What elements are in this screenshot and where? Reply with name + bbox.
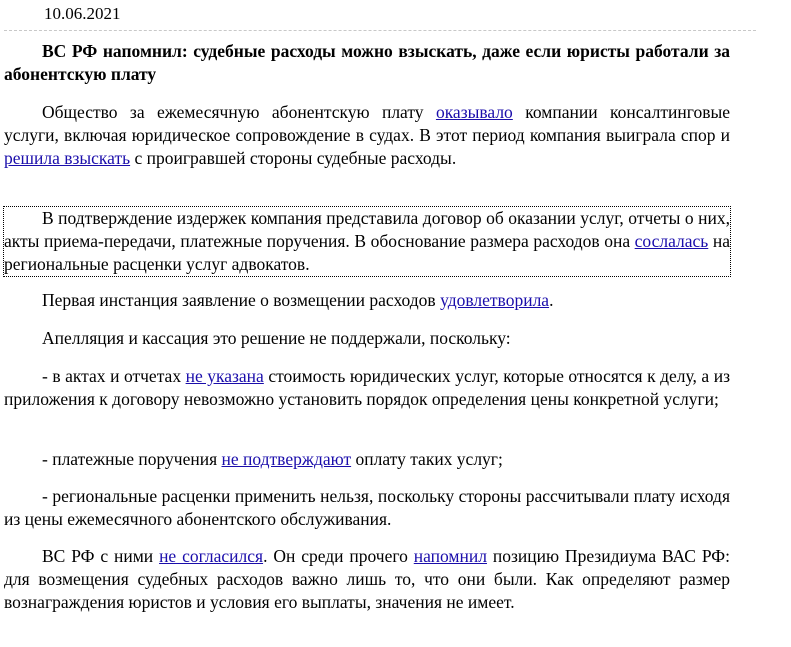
paragraph-text: .	[549, 290, 554, 310]
link-ne-soglasilsya[interactable]: не согласился	[159, 546, 264, 566]
article-title: ВС РФ напомнил: судебные расходы можно взыскать, даже если юристы работали за абонентскую плату	[4, 41, 730, 84]
paragraph-text: . Он среди прочего	[263, 546, 414, 566]
paragraph-text: стоимость юридических услуг, которые относятся к делу, а из приложения к договору невозможно установить порядок определения цены конкретной услуги;	[4, 366, 731, 409]
header-divider	[4, 30, 756, 31]
paragraph-text: позицию Президиума ВАС РФ: для возмещения судебных расходов важно лишь то, что они были. Как определяют размер вознаграждения юристов и условия его выплаты, значения не имеет.	[4, 546, 730, 612]
paragraph	[4, 448, 730, 471]
paragraph-text: на региональные расценки услуг адвокатов.	[4, 231, 730, 274]
paragraph-text: Первая инстанция заявление о возмещении расходов	[42, 290, 441, 310]
link-udovletvorila[interactable]: удовлетворила	[440, 290, 550, 310]
publication-date: 10.06.2021	[44, 4, 121, 23]
link-ne-ukazana[interactable]: не указана	[185, 366, 264, 386]
paragraph	[4, 289, 730, 312]
paragraph-text: В подтверждение издержек компания представила договор об оказании услуг, отчеты о них, акты приема-передачи, платежные поручения. В обоснование размера расходов она	[4, 208, 730, 251]
paragraph-text: оплату таких услуг;	[351, 449, 503, 469]
paragraph-text: - региональные расценки применить нельзя, поскольку стороны рассчитывали плату исходя из цены ежемесячного абонентского обслуживания.	[4, 486, 730, 529]
paragraph-text: Общество за ежемесячную абонентскую плату	[42, 102, 436, 122]
paragraph	[4, 327, 730, 350]
paragraph	[4, 101, 730, 170]
paragraph	[4, 365, 730, 411]
paragraph-text: - в актах и отчетах	[42, 366, 186, 386]
link-soslalas[interactable]: сослалась	[634, 231, 709, 251]
paragraph	[4, 545, 730, 614]
link-okazyvalo[interactable]: оказывало	[435, 102, 513, 122]
paragraph	[4, 207, 730, 276]
paragraph-text: Апелляция и кассация это решение не поддержали, поскольку:	[42, 328, 511, 348]
paragraph-text: - платежные поручения	[42, 449, 222, 469]
paragraph	[4, 485, 730, 531]
paragraph-text: ВС РФ с ними	[42, 546, 160, 566]
link-napomnil[interactable]: напомнил	[413, 546, 487, 566]
paragraph-text: с проигравшей стороны судебные расходы.	[130, 148, 457, 168]
paragraph-text: компании консалтинговые услуги, включая юридическое сопровождение в судах. В этот период компания выиграла спор и	[4, 102, 730, 145]
link-ne-podtverzhdayut[interactable]: не подтверждают	[221, 449, 352, 469]
link-reshila-vzyskat[interactable]: решила взыскать	[4, 148, 131, 168]
